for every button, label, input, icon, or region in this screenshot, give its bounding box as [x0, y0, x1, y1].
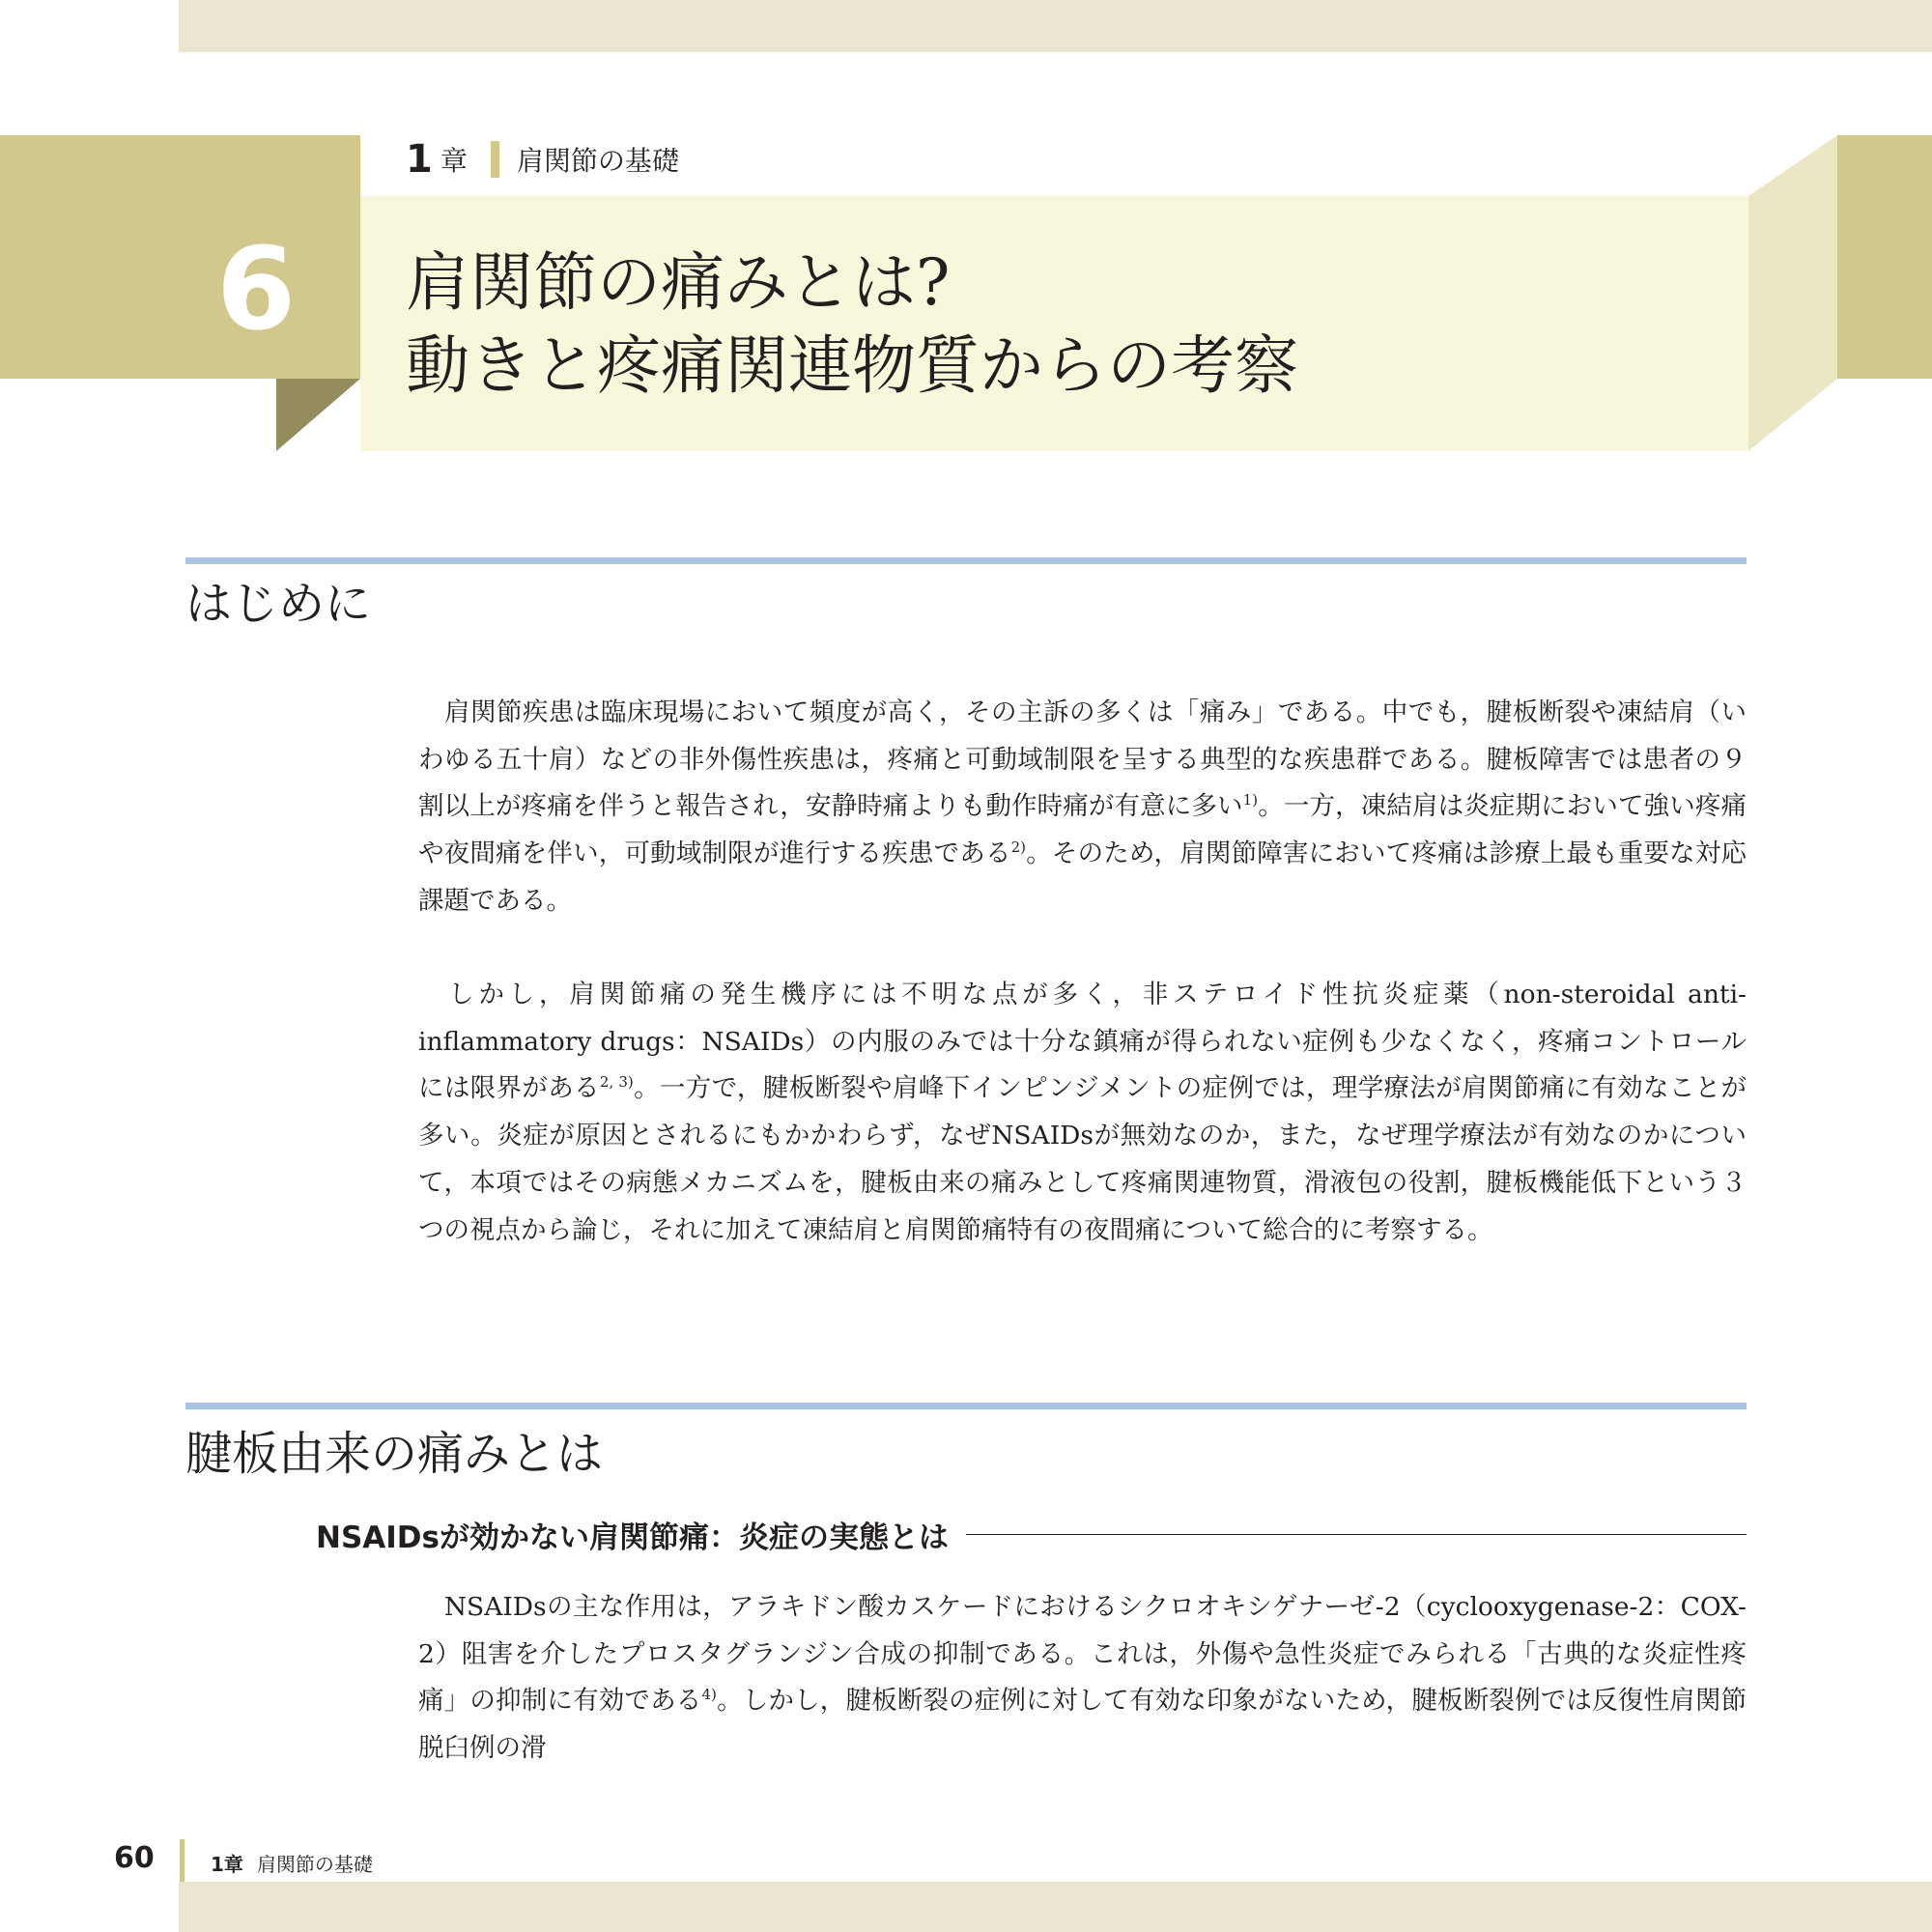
- heading-rule-tendon: [185, 1403, 1747, 1409]
- page-title-line2: 動きと疼痛関連物質からの考察: [406, 328, 1298, 403]
- paragraph-2: [418, 972, 1747, 1254]
- chapter-name: 肩関節の基礎: [516, 145, 679, 177]
- paragraph-3: [418, 1584, 1747, 1773]
- subheading-nsaids: [316, 1513, 1747, 1556]
- banner-fold-right: [1748, 135, 1837, 451]
- p3-text-b: 。しかし，腱板断裂の症例に対して有効な印象がないため，腱板断裂例では反復性肩関節脱臼例の滑: [418, 1686, 1747, 1764]
- banner-fold-left: [276, 379, 360, 451]
- p1-text-c: 。そのため，肩関節障害において疼痛は診療上最も重要な対応課題である。: [418, 838, 1747, 916]
- citation: 2, 3): [599, 1073, 634, 1092]
- page-number: 60: [114, 1841, 155, 1875]
- chapter-suffix: 章: [440, 145, 468, 177]
- citation: 2): [1010, 838, 1027, 857]
- subheading-rule: [966, 1534, 1747, 1535]
- footer-chapter-number: 1章: [211, 1853, 243, 1876]
- p2-text-a: しかし，肩関節痛の発生機序には不明な点が多く，非ステロイド性抗炎症薬（non-steroidal anti-inflammatory drugs：NSAIDs）の内服のみでは十分な鎮痛が得られない症例も少なくなく，疼痛コントロールには限界がある: [418, 980, 1747, 1104]
- heading-intro: はじめに: [185, 577, 372, 631]
- section-number: 6: [215, 222, 297, 355]
- p2-text-b: 。一方で，腱板断裂や肩峰下インピンジメントの症例では，理学療法が肩関節痛に有効なことが多い。炎症が原因とされるにもかかわらず，なぜNSAIDsが無効なのか，また，なぜ理学療法が有効なのかについて，本項ではその病態メカニズムを，腱板由来の痛みとして疼痛関連物質，滑液包の役割，腱板機能低下という３つの視点から論じ，それに加えて凍結肩と肩関節痛特有の夜間痛について総合的に考察する。: [418, 1073, 1747, 1245]
- footer-divider: [180, 1839, 185, 1884]
- citation: 4): [701, 1686, 717, 1704]
- heading-tendon-pain: 腱板由来の痛みとは: [185, 1427, 604, 1481]
- bottom-band: [179, 1882, 1932, 1932]
- p1-text-a: 肩関節疾患は臨床現場において頻度が高く，その主訴の多くは「痛み」である。中でも，腱板断裂や凍結肩（いわゆる五十肩）などの非外傷性疾患は，疼痛と可動域制限を呈する典型的な疾患群である。腱板障害では患者の９割以上が疼痛を伴うと報告され，安静時痛よりも動作時痛が有意に多い: [418, 697, 1747, 822]
- subheading-nsaids-text: NSAIDsが効かない肩関節痛：炎症の実態とは: [316, 1520, 949, 1555]
- chapter-label: [406, 135, 679, 184]
- paragraph-1: [418, 690, 1747, 925]
- heading-rule-intro: [185, 557, 1747, 564]
- citation: 1): [1242, 791, 1259, 810]
- p1-text-b: 。一方，凍結肩は炎症期において強い疼痛や夜間痛を伴い，可動域制限が進行する疾患である: [418, 791, 1747, 869]
- p3-text-a: NSAIDsの主な作用は，アラキドン酸カスケードにおけるシクロオキシゲナーゼ-2（cyclooxygenase-2：COX-2）阻害を介したプロスタグランジン合成の抑制である。これは，外傷や急性炎症でみられる「古典的な炎症性疼痛」の抑制に有効である: [418, 1592, 1747, 1717]
- page-title-line1: 肩関節の痛みとは?: [406, 245, 951, 320]
- chapter-number: 1: [406, 137, 433, 182]
- chapter-divider: [491, 141, 499, 178]
- footer-chapter-name: 肩関節の基礎: [256, 1853, 373, 1876]
- footer-chapter-label: [211, 1849, 373, 1877]
